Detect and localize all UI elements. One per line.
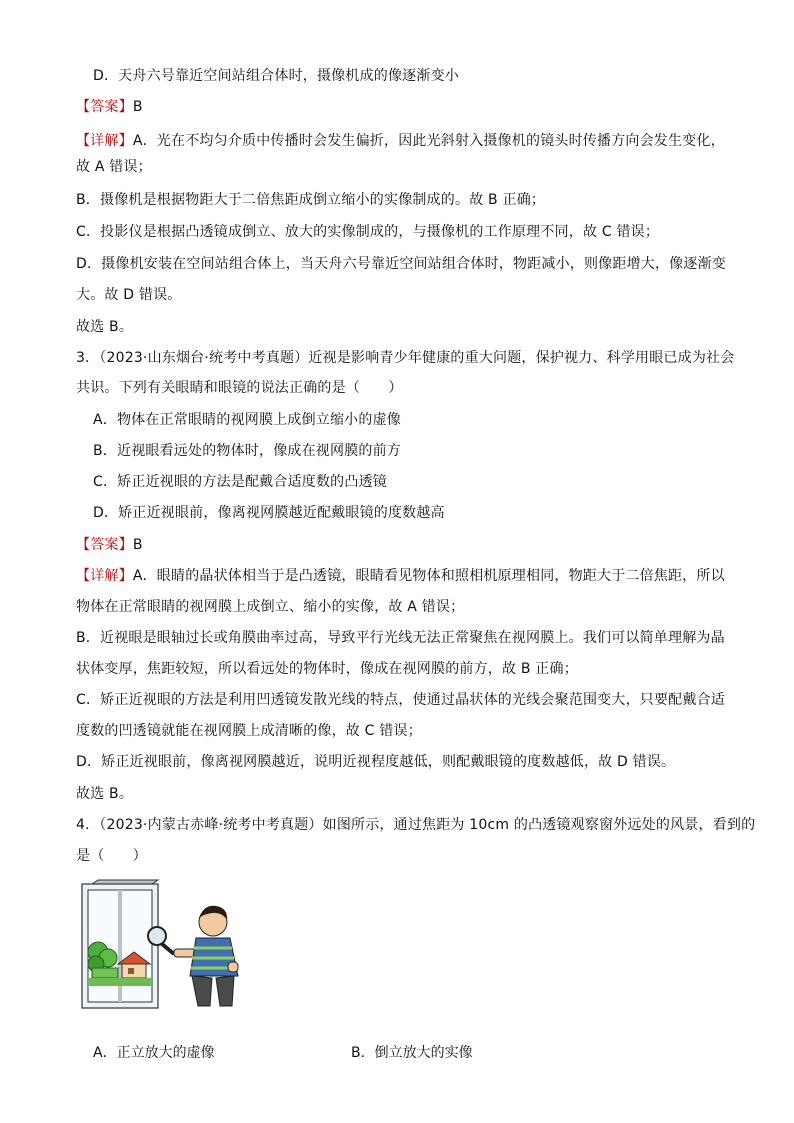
answer-value: B <box>132 99 143 115</box>
answer-tag: 【答案】 <box>76 99 133 115</box>
q2-detail-d-1: D．摄像机安装在空间站组合体上，当天舟六号靠近空间站组合体时，物距减小，则像距增大，像逐渐变 <box>76 256 726 272</box>
q4-option-b: B．倒立放大的实像 <box>351 1045 473 1061</box>
q2-choose: 故选 B。 <box>76 319 134 335</box>
q2-detail-a-2: 故 A 错误； <box>76 159 152 175</box>
q3-option-b: B．近视眼看远处的物体时，像成在视网膜的前方 <box>93 443 402 459</box>
q3-detail-a-1 <box>76 566 726 586</box>
q2-detail-a-1 <box>76 131 726 151</box>
q3-choose: 故选 B。 <box>76 786 134 802</box>
q4-stem-1: 4．（2023·内蒙古赤峰·统考中考真题）如图所示，通过焦距为 10cm 的凸透镜观察窗外远处的风景，看到的 <box>76 817 756 833</box>
q2-detail-c: C．投影仪是根据凸透镜成倒立、放大的实像制成的，与摄像机的工作原理不同，故 C 错误； <box>76 224 660 240</box>
detail-text: A．光在不均匀介质中传播时会发生偏折，因此光斜射入摄像机的镜头时传播方向会发生变化， <box>132 133 725 149</box>
q2-option-d: D．天舟六号靠近空间站组合体时，摄像机成的像逐渐变小 <box>93 68 459 84</box>
q3-stem-2: 共识。下列有关眼睛和眼镜的说法正确的是（ ） <box>76 380 403 396</box>
answer-value: B <box>132 537 143 553</box>
answer-tag: 【答案】 <box>76 537 133 553</box>
detail-text: A．眼睛的晶状体相当于是凸透镜，眼睛看见物体和照相机原理相同，物距大于二倍焦距，所以 <box>132 568 725 584</box>
q3-detail-c-1: C．矫正近视眼的方法是利用凹透镜发散光线的特点，使通过晶状体的光线会聚范围变大，只要配戴合适 <box>76 692 725 708</box>
q3-stem-1: 3．（2023·山东烟台·统考中考真题）近视是影响青少年健康的重大问题，保护视力、科学用眼已成为社会 <box>76 350 735 366</box>
illustration-svg <box>78 878 248 1018</box>
q3-detail-d: D．矫正近视眼前，像离视网膜越近，说明近视程度越低，则配戴眼镜的度数越低，故 D 错误。 <box>76 754 676 770</box>
q3-option-a: A．物体在正常眼睛的视网膜上成倒立缩小的虚像 <box>93 412 401 428</box>
q3-detail-a-2: 物体在正常眼睛的视网膜上成倒立、缩小的实像，故 A 错误； <box>76 599 465 615</box>
q2-answer <box>76 97 726 117</box>
q3-detail-b-2: 状体变厚，焦距较短，所以看远处的物体时，像成在视网膜的前方，故 B 正确； <box>76 661 578 677</box>
q2-detail-d-2: 大。故 D 错误。 <box>76 287 182 303</box>
q2-detail-b: B．摄像机是根据物距大于二倍焦距成倒立缩小的实像制成的。故 B 正确； <box>76 192 546 208</box>
window-magnifier-illustration <box>78 878 248 1018</box>
q4-stem-2: 是（ ） <box>76 848 147 864</box>
q3-answer <box>76 535 726 555</box>
q3-detail-b-1: B．近视眼是眼轴过长或角膜曲率过高，导致平行光线无法正常聚焦在视网膜上。我们可以简单理解为晶 <box>76 630 725 646</box>
q4-option-a: A．正立放大的虚像 <box>93 1045 215 1061</box>
detail-tag: 【详解】 <box>76 133 133 149</box>
q3-detail-c-2: 度数的凹透镜就能在视网膜上成清晰的像，故 C 错误； <box>76 723 422 739</box>
q3-option-d: D．矫正近视眼前，像离视网膜越近配戴眼镜的度数越高 <box>93 505 445 521</box>
detail-tag: 【详解】 <box>76 568 133 584</box>
q3-option-c: C．矫正近视眼的方法是配戴合适度数的凸透镜 <box>93 474 387 490</box>
